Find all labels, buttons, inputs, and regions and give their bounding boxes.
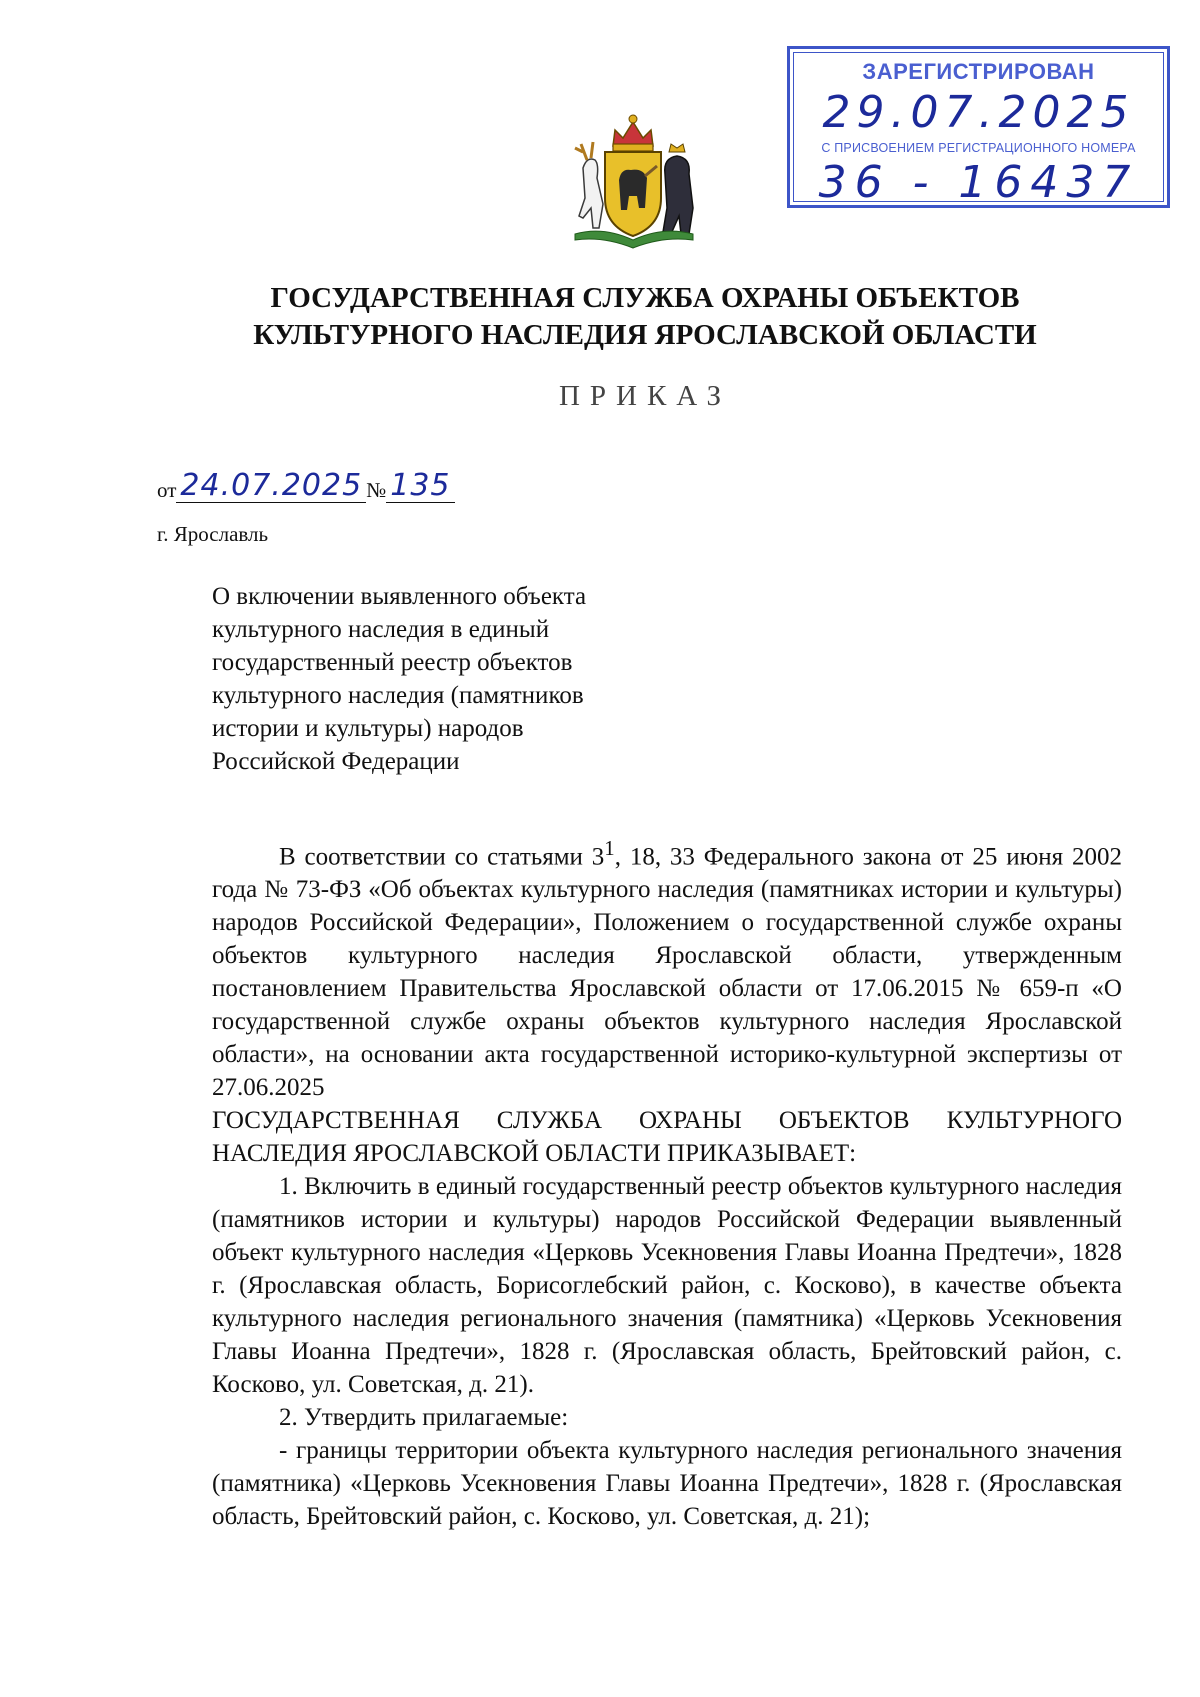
yaroslavl-coat-of-arms-icon <box>553 108 713 258</box>
order-heading: ПРИКАЗ <box>558 380 732 412</box>
stamp-date: 29.07.2025 <box>822 87 1135 138</box>
order-date-line <box>157 470 455 503</box>
org-title-line-2: КУЛЬТУРНОГО НАСЛЕДИЯ ЯРОСЛАВСКОЙ ОБЛАСТИ <box>253 319 1037 351</box>
city: г. Ярославль <box>157 522 269 546</box>
order-number: 135 <box>386 470 454 503</box>
org-title-line-1: ГОСУДАРСТВЕННАЯ СЛУЖБА ОХРАНЫ ОБЪЕКТОВ <box>270 282 1020 314</box>
stamp-title: ЗАРЕГИСТРИРОВАН <box>862 59 1095 84</box>
preamble-rest: , 18, 33 Федерального закона от 25 июня 2002 года № 73-ФЗ «Об объектах культурного наследия (памятниках истории и культуры) народов Российской Федерации», Положением о государственной службе охраны объектов культурного наследия Ярославской области, утвержденным постановлением Правительства Ярославской области от 17.06.2015 № 659-п «О государственной службе охраны объектов культурного наследия Ярославской области», на основании акта государственной историко-культурной экспертизы от 27.06.2025 <box>212 843 1122 1102</box>
body-paragraph-orders: ГОСУДАРСТВЕННАЯ СЛУЖБА ОХРАНЫ ОБЪЕКТОВ КУЛЬТУРНОГО НАСЛЕДИЯ ЯРОСЛАВСКОЙ ОБЛАСТИ ПРИКАЗЫВАЕТ: <box>212 1107 1122 1168</box>
from-label: от <box>157 478 177 502</box>
stamp-number: 36 - 16437 <box>818 157 1139 208</box>
stamp-subtitle: С ПРИСВОЕНИЕМ РЕГИСТРАЦИОННОГО НОМЕРА <box>821 141 1136 155</box>
order-date: 24.07.2025 <box>176 470 366 503</box>
organization-title <box>150 280 1140 354</box>
number-label: № <box>366 478 387 502</box>
body-paragraph-preamble <box>212 832 1122 1104</box>
body-paragraph-item-1: 1. Включить в единый государственный реестр объектов культурного наследия (памятников истории и культуры) народов Российской Федерации выявленный объект культурного наследия «Церковь Усекновения Главы Иоанна Предтечи», 1828 г. (Ярославская область, Борисоглебский район, с. Косково), в качестве объекта культурного наследия регионального значения (памятника) «Церковь Усекновения Главы Иоанна Предтечи», 1828 г. (Ярославская область, Брейтовский район, с. Косково, ул. Советская, д. 21). <box>212 1173 1122 1399</box>
body-paragraph-item-2: 2. Утвердить прилагаемые: <box>279 1404 569 1432</box>
order-body <box>212 832 1122 1533</box>
order-subject: О включении выявленного объекта культурного наследия в единый государственный реестр объектов культурного наследия (памятников истории и культуры) народов Российской Федерации <box>212 583 587 775</box>
preamble-start: В соответствии со статьями 3 <box>279 843 605 871</box>
article-superscript: 1 <box>604 836 615 860</box>
body-paragraph-item-2-sub: - границы территории объекта культурного наследия регионального значения (памятника) «Церковь Усекновения Главы Иоанна Предтечи», 1828 г. (Ярославская область, Брейтовский район, с. Косково, ул. Советская, д. 21); <box>212 1437 1122 1531</box>
registration-stamp <box>787 46 1170 208</box>
